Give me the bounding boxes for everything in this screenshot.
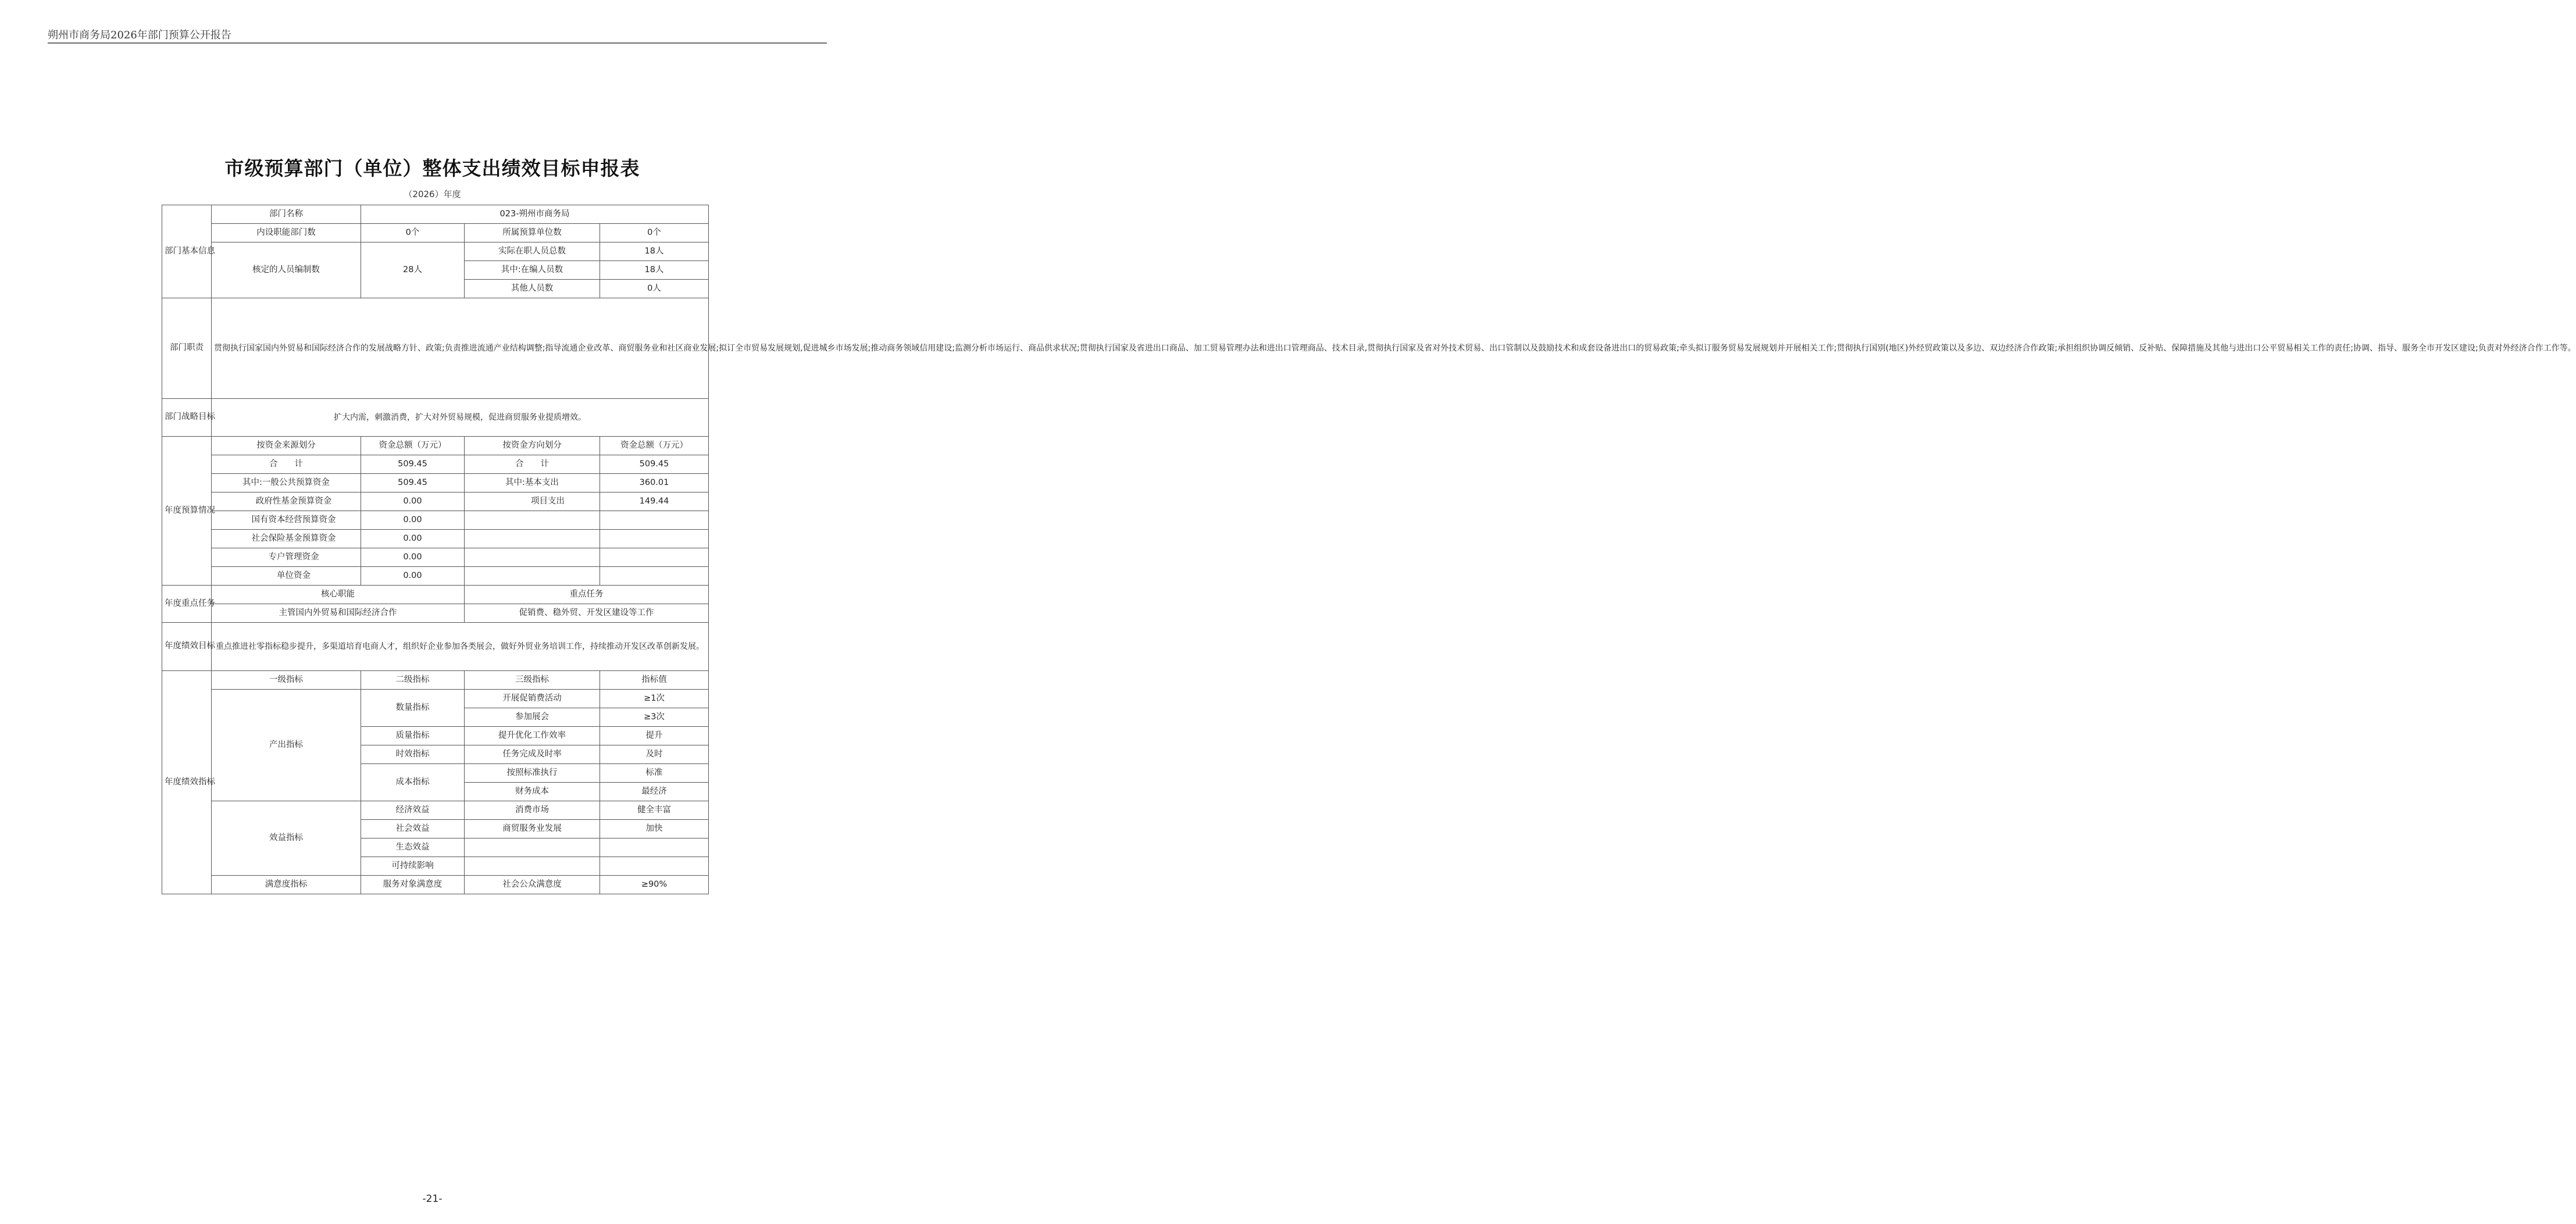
table-row	[162, 801, 709, 820]
table-row	[162, 205, 709, 224]
budget-total-label: 合 计	[212, 455, 361, 474]
key-task-value: 促销费、稳外贸、开发区建设等工作	[465, 604, 709, 623]
table-row	[162, 455, 709, 474]
indicator-value: 及时	[600, 745, 709, 764]
empty-cell	[600, 530, 709, 548]
staffing-value: 28人	[361, 242, 465, 298]
actual-staff-value: 18人	[600, 242, 709, 261]
in-staff-value: 18人	[600, 261, 709, 280]
economic-benefit-label: 经济效益	[361, 801, 465, 820]
output-indicator-label: 产出指标	[212, 690, 361, 801]
indicator-name: 社会公众满意度	[465, 876, 600, 894]
other-staff-label: 其他人员数	[465, 280, 600, 298]
indicator-value: 标准	[600, 764, 709, 783]
table-row	[162, 298, 709, 399]
source-value: 0.00	[361, 530, 465, 548]
indicator-name: 任务完成及时率	[465, 745, 600, 764]
source-value: 509.45	[361, 474, 465, 493]
table-row	[162, 671, 709, 690]
indicator-value: 提升	[600, 727, 709, 745]
indicator-col1-header: 一级指标	[212, 671, 361, 690]
col-amount2-header: 资金总额（万元）	[600, 437, 709, 455]
table-row	[162, 567, 709, 586]
direction-value: 360.01	[600, 474, 709, 493]
table-row	[162, 876, 709, 894]
internal-depts-label: 内设职能部门数	[212, 224, 361, 242]
col-source-header: 按资金来源划分	[212, 437, 361, 455]
table-row	[162, 530, 709, 548]
empty-cell	[600, 567, 709, 586]
table-row	[162, 224, 709, 242]
indicator-value: 健全丰富	[600, 801, 709, 820]
table-row	[162, 690, 709, 708]
table-row	[162, 437, 709, 455]
dept-name-label: 部门名称	[212, 205, 361, 224]
indicator-name: 财务成本	[465, 783, 600, 801]
form-title: 市级预算部门（单位）整体支出绩效目标申报表	[224, 157, 640, 180]
benefit-indicator-label: 效益指标	[212, 801, 361, 876]
source-value: 0.00	[361, 493, 465, 511]
indicator-value: ≥1次	[600, 690, 709, 708]
col-amount-header: 资金总额（万元）	[361, 437, 465, 455]
indicator-col3-header: 三级指标	[465, 671, 600, 690]
indicator-name: 开展促销费活动	[465, 690, 600, 708]
empty-cell	[465, 838, 600, 857]
in-staff-label: 其中:在编人员数	[465, 261, 600, 280]
empty-cell	[465, 567, 600, 586]
empty-cell	[465, 530, 600, 548]
source-label: 国有资本经营预算资金	[212, 511, 361, 530]
other-staff-value: 0人	[600, 280, 709, 298]
indicator-name: 按照标准执行	[465, 764, 600, 783]
empty-cell	[465, 548, 600, 567]
empty-cell	[465, 857, 600, 876]
table-row	[162, 586, 709, 604]
section-strategy-label: 部门战略目标	[162, 399, 212, 437]
col-direction-header: 按资金方向划分	[465, 437, 600, 455]
indicator-value: ≥90%	[600, 876, 709, 894]
satisfaction-indicator-label: 满意度指标	[212, 876, 361, 894]
source-label: 单位资金	[212, 567, 361, 586]
internal-depts-value: 0个	[361, 224, 465, 242]
quantity-indicator-label: 数量指标	[361, 690, 465, 727]
direction-value: 149.44	[600, 493, 709, 511]
sustainable-impact-label: 可持续影响	[361, 857, 465, 876]
form-year: （2026）年度	[404, 189, 461, 199]
social-benefit-label: 社会效益	[361, 820, 465, 838]
budget-units-label: 所属预算单位数	[465, 224, 600, 242]
table-row	[162, 242, 709, 261]
performance-goal-table	[162, 205, 2576, 894]
ecological-benefit-label: 生态效益	[361, 838, 465, 857]
direction-label: 其中:基本支出	[465, 474, 600, 493]
empty-cell	[600, 857, 709, 876]
table-row	[162, 511, 709, 530]
timeliness-indicator-label: 时效指标	[361, 745, 465, 764]
header-divider	[48, 42, 827, 44]
strategy-text: 扩大内需，刺激消费，扩大对外贸易规模，促进商贸服务业提质增效。	[212, 399, 709, 437]
indicator-name: 参加展会	[465, 708, 600, 727]
indicator-col4-header: 指标值	[600, 671, 709, 690]
section-annual-goal-label: 年度绩效目标	[162, 623, 212, 671]
service-satisfaction-label: 服务对象满意度	[361, 876, 465, 894]
budget-units-value: 0个	[600, 224, 709, 242]
indicator-value: ≥3次	[600, 708, 709, 727]
source-label: 政府性基金预算资金	[212, 493, 361, 511]
table-row	[162, 399, 709, 437]
indicator-value: 加快	[600, 820, 709, 838]
core-function-value: 主管国内外贸易和国际经济合作	[212, 604, 465, 623]
staffing-label: 核定的人员编制数	[212, 242, 361, 298]
cost-indicator-label: 成本指标	[361, 764, 465, 801]
indicator-value: 最经济	[600, 783, 709, 801]
section-indicators-label: 年度绩效指标	[162, 671, 212, 894]
direction-label: 项目支出	[465, 493, 600, 511]
source-label: 专户管理资金	[212, 548, 361, 567]
indicator-name: 提升优化工作效率	[465, 727, 600, 745]
table-row	[162, 604, 709, 623]
source-value: 0.00	[361, 548, 465, 567]
table-row	[162, 493, 709, 511]
annual-goal-text: 重点推进社零指标稳步提升，多渠道培育电商人才，组织好企业参加各类展会，做好外贸业务培训工作，持续推动开发区改革创新发展。	[212, 623, 709, 671]
indicator-name: 商贸服务业发展	[465, 820, 600, 838]
indicator-col2-header: 二级指标	[361, 671, 465, 690]
core-function-header: 核心职能	[212, 586, 465, 604]
source-value: 0.00	[361, 511, 465, 530]
indicator-name: 消费市场	[465, 801, 600, 820]
actual-staff-label: 实际在职人员总数	[465, 242, 600, 261]
source-value: 0.00	[361, 567, 465, 586]
empty-cell	[600, 511, 709, 530]
section-budget-label: 年度预算情况	[162, 437, 212, 586]
table-row	[162, 474, 709, 493]
duties-text: 贯彻执行国家国内外贸易和国际经济合作的发展战略方针、政策;负责推进流通产业结构调整;指导流通企业改革、商贸服务业和社区商业发展;拟订全市贸易发展规划,促进城乡市场发展;推动商务领域信用建设;监测分析市场运行、商品供求状况;贯彻执行国家及省进出口商品、加工贸易管理办法和进出口管理商品、技术目录,贯彻执行国家及省对外技术贸易、出口管制以及鼓励技术和成套设备进出口的贸易政策;牵头拟订服务贸易发展规划并开展相关工作;贯彻执行国别(地区)外经贸政策以及多边、双边经济合作政策;承担组织协调反倾销、反补贴、保障措施及其他与进出口公平贸易相关工作的责任;协调、指导、服务全市开发区建设;负责对外经济合作工作等。	[212, 298, 709, 399]
empty-cell	[465, 511, 600, 530]
budget-total-label-2: 合 计	[465, 455, 600, 474]
budget-total-value: 509.45	[361, 455, 465, 474]
source-label: 其中:一般公共预算资金	[212, 474, 361, 493]
page-number: -21-	[422, 1193, 443, 1205]
budget-total-value-2: 509.45	[600, 455, 709, 474]
quality-indicator-label: 质量指标	[361, 727, 465, 745]
section-duties-label: 部门职责	[162, 298, 212, 399]
table-row	[162, 548, 709, 567]
table-row	[162, 623, 709, 671]
report-header: 朔州市商务局2026年部门预算公开报告	[48, 29, 231, 41]
source-label: 社会保险基金预算资金	[212, 530, 361, 548]
dept-name-value: 023-朔州市商务局	[361, 205, 709, 224]
key-task-header: 重点任务	[465, 586, 709, 604]
section-key-tasks-label: 年度重点任务	[162, 586, 212, 623]
section-basic-info-label: 部门基本信息	[162, 205, 212, 298]
empty-cell	[600, 838, 709, 857]
empty-cell	[600, 548, 709, 567]
